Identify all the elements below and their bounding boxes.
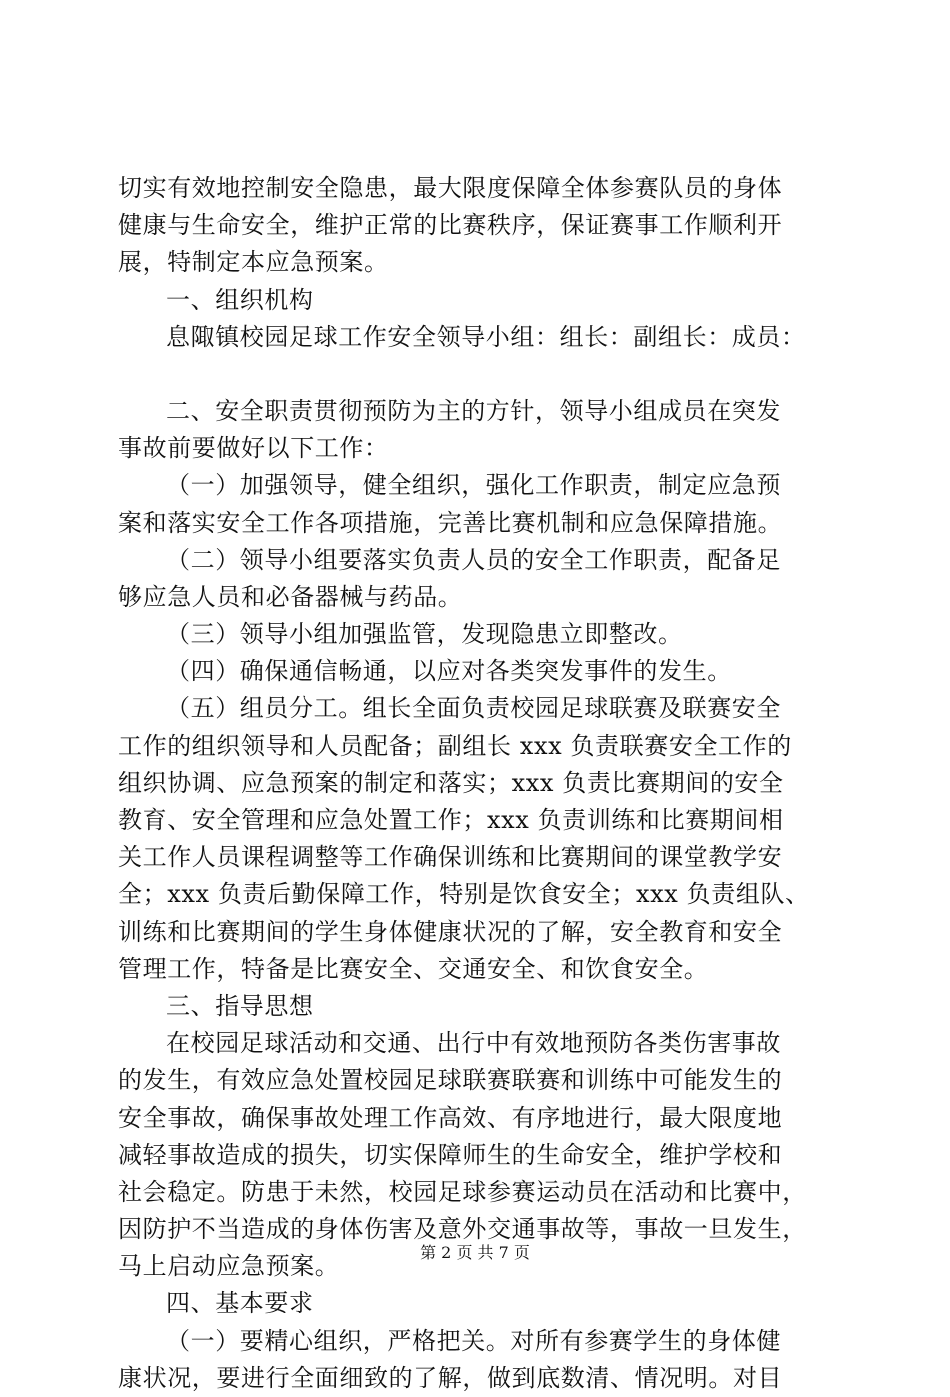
text-line: 社会稳定。防患于未然，校园足球参赛运动员在活动和比赛中， [118,1177,807,1206]
section-heading: 一、组织机构 [166,285,314,314]
section-heading: 二、安全职责贯彻预防为主的方针，领导小组成员在突发 [166,396,781,425]
page-number-label: 第 2 页 共 7 页 [420,1243,530,1262]
text-line: 展，特制定本应急预案。 [118,248,389,277]
text-line: 事故前要做好以下工作： [118,434,389,463]
text-line: 减轻事故造成的损失，切实保障师生的生命安全，维护学校和 [118,1140,783,1169]
text-line: （一）加强领导，健全组织，强化工作职责，制定应急预 [166,471,781,500]
text-line: 训练和比赛期间的学生身体健康状况的了解，安全教育和安全 [118,917,783,946]
section-heading: 三、指导思想 [166,991,314,1020]
text-line: 康状况，要进行全面细致的了解，做到底数清、情况明。对目 [118,1363,783,1392]
text-line: 健康与生命安全，维护正常的比赛秩序，保证赛事工作顺利开 [118,211,783,240]
text-line: 切实有效地控制安全隐患，最大限度保障全体参赛队员的身体 [118,174,783,202]
text-line: 安全事故，确保事故处理工作高效、有序地进行，最大限度地 [118,1103,783,1132]
text-line: 马上启动应急预案。 [118,1252,340,1281]
document-body [118,170,838,1397]
text-line: 工作的组织领导和人员配备；副组长 xxx 负责联赛安全工作的 [118,731,792,760]
text-line: （五）组员分工。组长全面负责校园足球联赛及联赛安全 [166,694,781,723]
text-line: 案和落实安全工作各项措施，完善比赛机制和应急保障措施。 [118,508,783,537]
text-line: （一）要精心组织，严格把关。对所有参赛学生的身体健 [166,1326,781,1355]
blank-line [118,356,838,393]
text-line: 全；xxx 负责后勤保障工作，特别是饮食安全；xxx 负责组队、 [118,880,810,909]
text-line: （三）领导小组加强监管，发现隐患立即整改。 [166,620,683,649]
text-line: （二）领导小组要落实负责人员的安全工作职责，配备足 [166,545,781,574]
text-line: 组织协调、应急预案的制定和落实；xxx 负责比赛期间的安全 [118,768,784,797]
text-line: 够应急人员和必备器械与药品。 [118,582,463,611]
section-heading: 四、基本要求 [166,1289,314,1318]
text-line: （四）确保通信畅通，以应对各类突发事件的发生。 [166,657,732,686]
text-line: 教育、安全管理和应急处置工作；xxx 负责训练和比赛期间相 [118,806,784,834]
text-line: 在校园足球活动和交通、出行中有效地预防各类伤害事故 [166,1029,781,1058]
text-line: 息陬镇校园足球工作安全领导小组：组长：副组长：成员： [166,322,806,351]
text-line: 管理工作，特备是比赛安全、交通安全、和饮食安全。 [118,954,709,983]
page-footer [0,1243,950,1263]
text-line: 关工作人员课程调整等工作确保训练和比赛期间的课堂教学安 [118,843,783,872]
text-line: 因防护不当造成的身体伤害及意外交通事故等，事故一旦发生， [118,1215,807,1244]
text-line: 的发生，有效应急处置校园足球联赛联赛和训练中可能发生的 [118,1066,783,1095]
